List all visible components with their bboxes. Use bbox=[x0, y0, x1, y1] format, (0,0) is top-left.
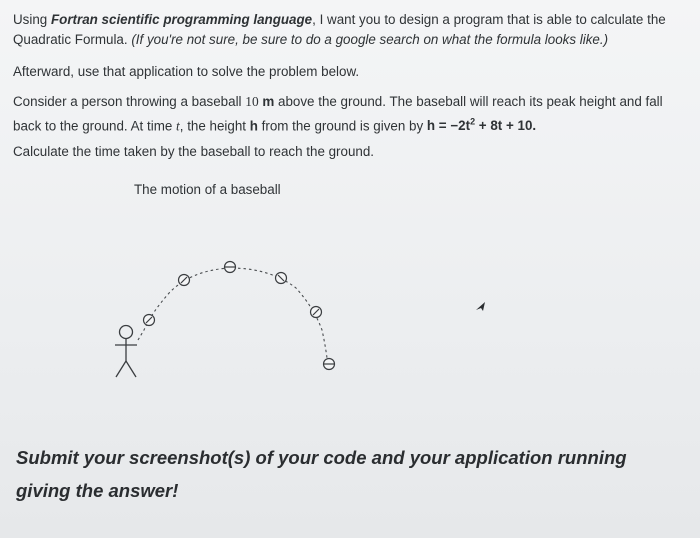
problem-text-d: from the ground is given by bbox=[257, 118, 427, 134]
height-equation bbox=[427, 118, 536, 133]
intro-middle: , I want you to design a program that is able to calculate the Quadratic Formula. bbox=[13, 12, 666, 47]
height-unit: m bbox=[262, 94, 275, 109]
ball-marker-1 bbox=[144, 315, 155, 326]
equation-rhs: + 8t + 10. bbox=[475, 118, 537, 134]
ball-marker-3 bbox=[225, 262, 236, 273]
height-variable: h bbox=[249, 118, 258, 134]
ball-marker-2 bbox=[179, 275, 190, 286]
equation-exponent: 2 bbox=[470, 117, 476, 127]
intro-note: (If you're not sure, be sure to do a google search on what the formula looks like.) bbox=[131, 32, 609, 47]
ball-markers bbox=[144, 262, 335, 370]
problem-text-c: , the height bbox=[179, 118, 250, 134]
stick-figure bbox=[115, 326, 137, 378]
language-name: Fortran scientific programming language bbox=[50, 12, 313, 27]
intro-prefix: Using bbox=[13, 12, 51, 27]
problem-text-b: above the ground. The baseball will reach its peak height and fall back to the ground. At time bbox=[13, 94, 663, 134]
intro-paragraph bbox=[13, 10, 693, 50]
calculate-paragraph: Calculate the time taken by the baseball to reach the ground. bbox=[13, 144, 375, 159]
baseball-motion-figure bbox=[100, 240, 360, 385]
submit-instruction: Submit your screenshot(s) of your code and your application running giving the answer! bbox=[16, 447, 627, 501]
figure-caption: The motion of a baseball bbox=[134, 182, 281, 197]
stick-figure-left-leg bbox=[116, 361, 126, 377]
afterward-paragraph: Afterward, use that application to solve the problem below. bbox=[13, 64, 360, 79]
ball-marker-4 bbox=[276, 273, 287, 284]
problem-paragraph bbox=[13, 92, 693, 136]
stick-figure-head bbox=[120, 326, 133, 339]
height-value: 10 bbox=[245, 94, 259, 109]
ball-marker-6 bbox=[324, 359, 335, 370]
stick-figure-right-leg bbox=[126, 361, 136, 377]
mouse-cursor-icon bbox=[474, 300, 488, 314]
equation-lhs: h = −2t bbox=[426, 118, 471, 134]
ball-marker-5 bbox=[311, 307, 322, 318]
trajectory-path bbox=[138, 268, 328, 366]
time-variable: t bbox=[176, 118, 180, 134]
problem-text-a: Consider a person throwing a baseball bbox=[13, 94, 246, 109]
